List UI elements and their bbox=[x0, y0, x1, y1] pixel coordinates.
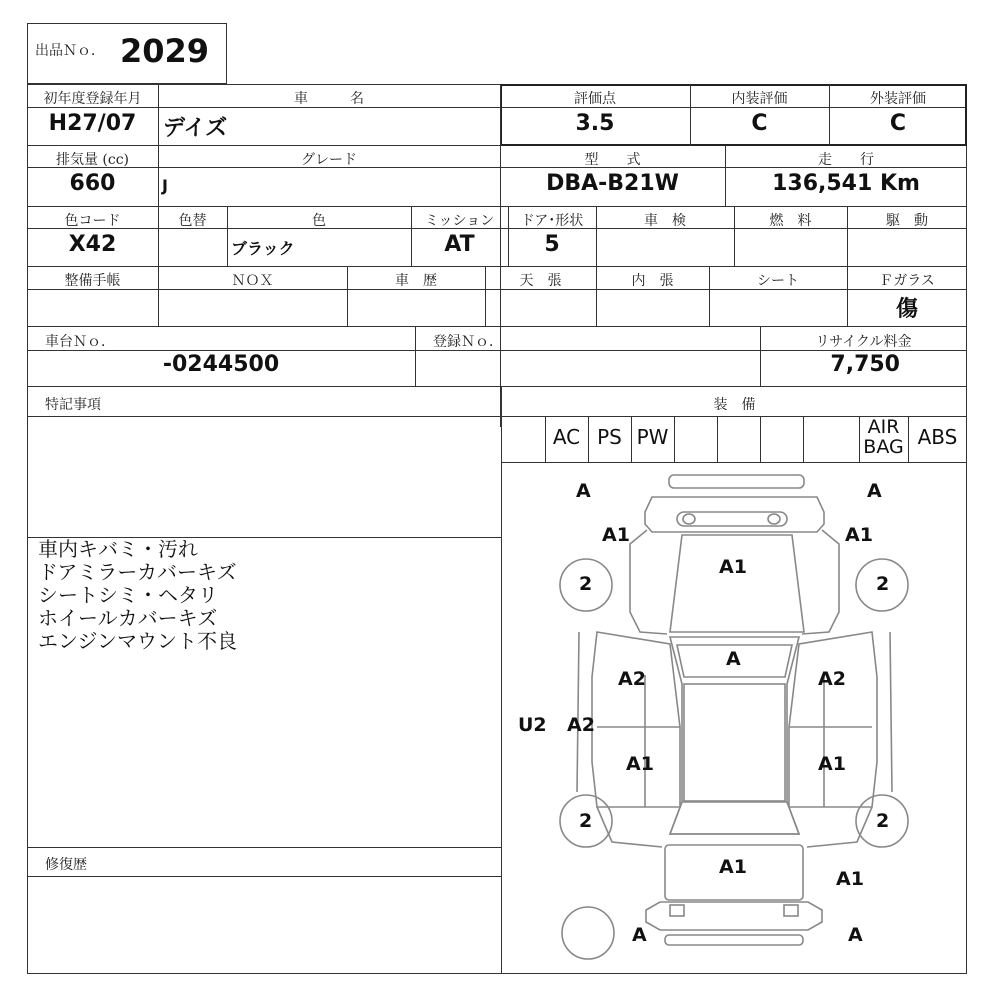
displacement-label: 排気量 (cc) bbox=[55, 152, 130, 168]
displacement-value: 660 bbox=[69, 171, 116, 196]
color-label: 色 bbox=[312, 213, 326, 229]
door-shape-value: 5 bbox=[544, 232, 560, 257]
recycle-label: リサイクル料金 bbox=[815, 334, 912, 350]
grade-value: J bbox=[162, 176, 168, 195]
mark-fender-front-right: A1 bbox=[845, 524, 873, 546]
color-change-label: 色替 bbox=[178, 213, 207, 229]
model-value: DBA-B21W bbox=[546, 171, 679, 196]
remark-4: ホイールカバーキズ bbox=[38, 606, 218, 630]
interior-value: C bbox=[751, 111, 768, 136]
mark-front-left: A bbox=[576, 480, 591, 502]
lot-number: 2029 bbox=[120, 32, 210, 70]
mark-rear-left: A bbox=[632, 924, 647, 946]
mission-label: ミッション bbox=[424, 213, 495, 229]
mission-value: AT bbox=[444, 232, 475, 257]
mark-door-front-left: A2 bbox=[618, 668, 646, 690]
mark-door-rear-left: A1 bbox=[626, 753, 654, 775]
chassis-label: 車台Ｎｏ． bbox=[45, 334, 115, 350]
drive-label: 駆 動 bbox=[886, 213, 928, 229]
mark-roof-front: A bbox=[726, 648, 741, 670]
remark-2: ドアミラーカバーキズ bbox=[38, 560, 237, 584]
remark-5: エンジンマウント不良 bbox=[38, 629, 237, 653]
first-reg-value: H27/07 bbox=[48, 111, 137, 136]
exterior-label: 外装評価 bbox=[870, 91, 926, 107]
remark-3: シートシミ・ヘタリ bbox=[38, 583, 218, 607]
lot-label: 出品Ｎｏ． bbox=[35, 43, 105, 59]
mark-fender-front-left: A1 bbox=[602, 524, 630, 546]
equipment-airbag: AIR BAG bbox=[863, 416, 904, 458]
mark-wheel-rear-left: 2 bbox=[579, 810, 593, 832]
mark-rear-fender-right: A1 bbox=[836, 868, 864, 890]
color-value: ブラック bbox=[231, 239, 295, 258]
history-label: 車 歴 bbox=[395, 273, 437, 289]
color-code-label: 色コード bbox=[64, 213, 121, 229]
equipment-pw: PW bbox=[636, 425, 669, 449]
color-code-value: X42 bbox=[68, 232, 117, 257]
registration-label: 登録Ｎｏ． bbox=[433, 334, 503, 350]
equipment-ac: AC bbox=[552, 425, 581, 449]
front-glass-value: 傷 bbox=[895, 296, 918, 322]
mark-hood: A1 bbox=[719, 556, 747, 578]
model-label: 型 式 bbox=[584, 152, 641, 168]
car-name-label: 車 名 bbox=[294, 91, 364, 107]
car-name-value: デイズ bbox=[163, 116, 228, 141]
grade-label: グレード bbox=[301, 152, 357, 168]
door-shape-label: ドア･形状 bbox=[520, 213, 584, 229]
score-label: 評価点 bbox=[574, 91, 616, 107]
remark-1: 車内キバミ・汚れ bbox=[38, 537, 198, 561]
mark-front-right: A bbox=[867, 480, 882, 502]
equipment-abs: ABS bbox=[917, 425, 958, 449]
nox-label: ＮＯＸ bbox=[231, 273, 274, 289]
seat-label: シート bbox=[757, 273, 799, 289]
mark-rear-right: A bbox=[848, 924, 863, 946]
mark-pillar-left: U2 bbox=[518, 714, 547, 736]
score-value: 3.5 bbox=[575, 111, 615, 136]
front-glass-label: Ｆガラス bbox=[879, 273, 935, 289]
mark-wheel-front-right: 2 bbox=[876, 573, 890, 595]
inner-roof-label: 内 張 bbox=[631, 273, 674, 289]
fuel-label: 燃 料 bbox=[769, 213, 812, 229]
service-book-label: 整備手帳 bbox=[64, 273, 121, 289]
repair-history-label: 修復歴 bbox=[45, 857, 87, 873]
mileage-label: 走 行 bbox=[818, 152, 874, 168]
remarks-label: 特記事項 bbox=[45, 397, 101, 413]
mark-rear-gate: A1 bbox=[719, 856, 747, 878]
mileage-value: 136,541 Km bbox=[772, 171, 920, 196]
inspection-label: 車 検 bbox=[644, 213, 686, 229]
chassis-value: -0244500 bbox=[162, 352, 280, 377]
mark-door-rear-right: A1 bbox=[818, 753, 846, 775]
equipment-label: 装 備 bbox=[713, 397, 756, 413]
mark-pillar-left-b: A2 bbox=[567, 714, 595, 736]
equipment-ps: PS bbox=[597, 425, 622, 449]
first-reg-label: 初年度登録年月 bbox=[43, 91, 142, 107]
sunroof-label: 天 張 bbox=[519, 273, 562, 289]
mark-wheel-front-left: 2 bbox=[579, 573, 593, 595]
recycle-value: 7,750 bbox=[830, 352, 900, 377]
interior-label: 内装評価 bbox=[731, 91, 788, 107]
mark-door-front-right: A2 bbox=[818, 668, 846, 690]
mark-wheel-rear-right: 2 bbox=[876, 810, 890, 832]
exterior-value: C bbox=[889, 111, 907, 136]
